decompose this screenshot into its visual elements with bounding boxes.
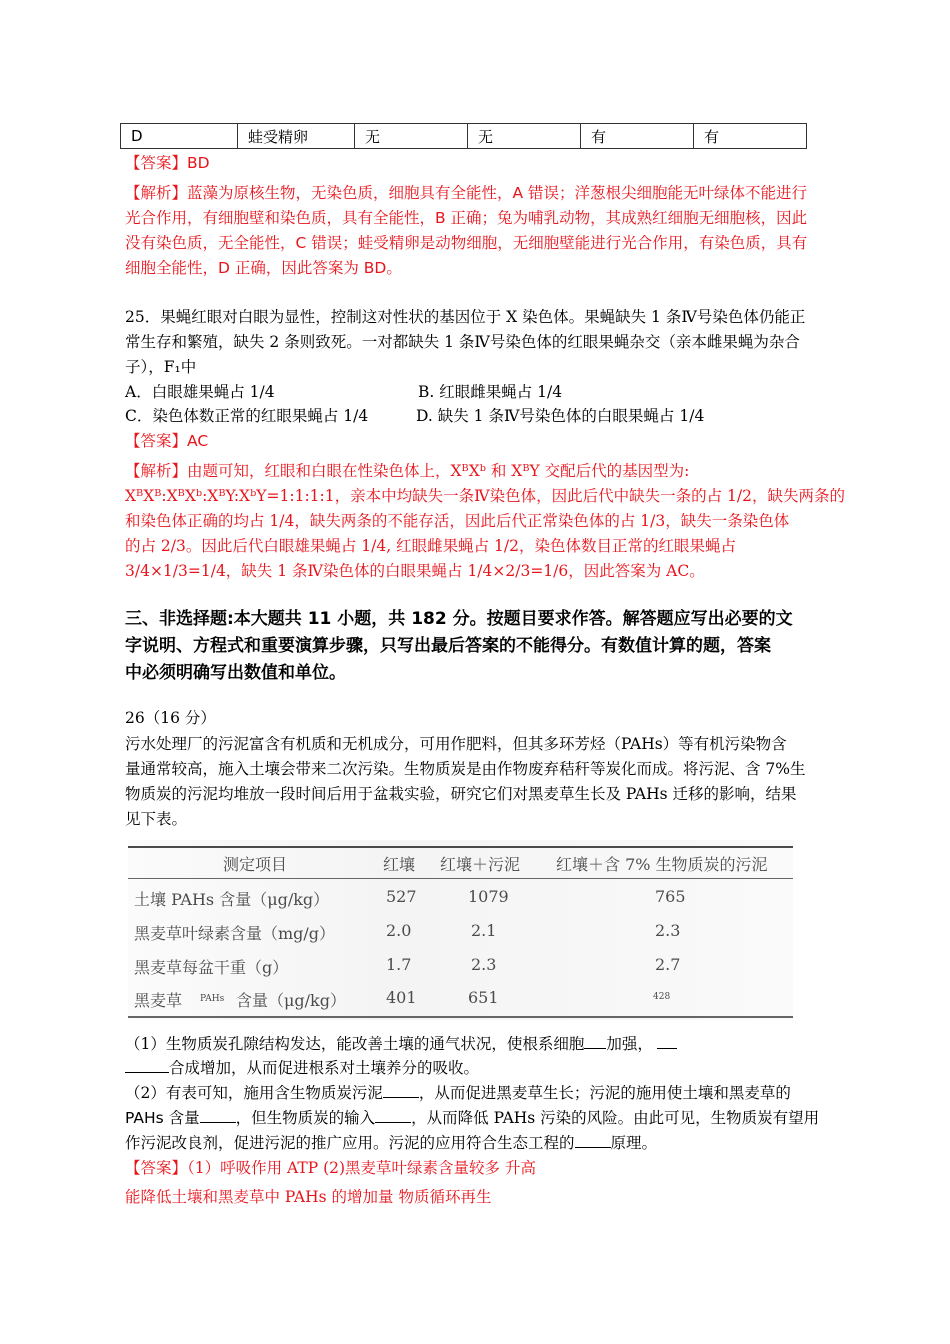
table-cell: 2.3 [471, 955, 497, 974]
table-cell: 527 [386, 887, 417, 906]
table-cell: 无 [355, 124, 468, 149]
options-table [120, 123, 807, 149]
table-header: 红壤＋污泥 [440, 855, 521, 874]
table-cell: 有 [694, 124, 807, 149]
q25-answer: 【答案】AC [125, 432, 209, 450]
q26-text: 原理。 [610, 1134, 658, 1152]
q26-subquestion-2 [125, 1082, 791, 1104]
q26-subquestion-2-cont [125, 1107, 819, 1129]
q26-stem-line: 量通常较高，施入土壤会带来二次污染。生物质炭是由作物废弃秸秆等炭化而成。将污泥、含 7%生 [125, 760, 806, 778]
q24-analysis-line: 没有染色质，无全能性，C 错误；蛙受精卵是动物细胞，无细胞壁能进行光合作用，有染色质，具有 [125, 234, 808, 252]
q26-answer: 【答案】（1）呼吸作用 ATP (2)黑麦草叶绿素含量较多 升高 [125, 1159, 536, 1177]
table-cell: 2.3 [655, 921, 681, 940]
table-cell: 有 [581, 124, 694, 149]
table-rule [128, 1016, 793, 1018]
table-header: 红壤 [383, 855, 416, 874]
answer-blank[interactable] [125, 1058, 169, 1073]
q26-text: （1）生物质炭孔隙结构发达，能改善土壤的通气状况，使根系细胞 [125, 1035, 585, 1053]
table-row-label: 黑麦草每盆干重（g） [134, 958, 289, 977]
q25-analysis-line: 的占 2/3。因此后代白眼雄果蝇占 1/4, 红眼雌果蝇占 1/2，染色体数目正常的红眼果蝇占 [125, 537, 736, 555]
table-cell: 651 [468, 988, 499, 1007]
table-cell: 2.1 [471, 921, 497, 940]
q25-option-d: D. 缺失 1 条Ⅳ号染色体的白眼果蝇占 1/4 [416, 407, 705, 425]
table-header: 测定项目 [223, 855, 288, 874]
table-cell: 1.7 [386, 955, 412, 974]
table-row-label: 黑麦草 [134, 991, 183, 1010]
answer-blank[interactable] [657, 1034, 677, 1049]
q26-answer: 能降低土壤和黑麦草中 PAHs 的增加量 物质循环再生 [125, 1188, 492, 1206]
table-cell: 蛙受精卵 [238, 124, 355, 149]
pahs-results-table [128, 840, 793, 1020]
q26-text: ，从而降低 PAHs 污染的风险。由此可见，生物质炭有望用 [411, 1109, 820, 1127]
answer-blank[interactable] [200, 1108, 236, 1123]
table-rule [128, 878, 793, 879]
q25-analysis-line: 3/4×1/3=1/4，缺失 1 条Ⅳ染色体的白眼果蝇占 1/4×2/3=1/6，因此答案为 AC。 [125, 562, 705, 580]
q25-stem-line: 常生存和繁殖，缺失 2 条则致死。一对都缺失 1 条Ⅳ号染色体的红眼果蝇杂交（亲本雌果蝇为杂合 [125, 333, 800, 351]
q25-stem-line: 25．果蝇红眼对白眼为显性，控制这对性状的基因位于 X 染色体。果蝇缺失 1 条Ⅳ号染色体仍能正 [125, 308, 806, 326]
q25-option-a: A．白眼雄果蝇占 1/4 [125, 383, 275, 401]
table-row-label: 含量（μg/kg） [236, 991, 346, 1010]
table-cell: 401 [386, 988, 417, 1007]
table-row-label: PAHs [200, 994, 225, 1004]
table-cell: 无 [468, 124, 581, 149]
q25-stem-line: 子），F₁中 [125, 358, 197, 376]
q26-text: ，从而促进黑麦草生长；污泥的施用使土壤和黑麦草的 [418, 1084, 791, 1102]
q26-stem-line: 污水处理厂的污泥富含有机质和无机成分，可用作肥料，但其多环芳烃（PAHs）等有机污染物含 [125, 735, 787, 753]
q26-text: ，但生物质炭的输入 [235, 1109, 376, 1127]
q24-analysis-line: 【解析】蓝藻为原核生物，无染色质，细胞具有全能性，A 错误；洋葱根尖细胞能无叶绿体不能进行 [125, 184, 808, 202]
q24-answer: 【答案】BD [125, 154, 210, 172]
section-heading-line: 字说明、方程式和重要演算步骤，只写出最后答案的不能得分。有数值计算的题，答案 [125, 636, 771, 656]
answer-blank[interactable] [383, 1083, 419, 1098]
q26-text: 合成增加，从而促进根系对土壤养分的吸收。 [169, 1059, 480, 1077]
table-row-label: 黑麦草叶绿素含量（mg/g） [134, 924, 336, 943]
table-row [121, 124, 807, 149]
table-cell: 2.7 [655, 955, 681, 974]
q25-option-c: C．染色体数正常的红眼果蝇占 1/4 [125, 407, 369, 425]
answer-blank[interactable] [375, 1108, 411, 1123]
q26-subquestion-1-cont [125, 1057, 479, 1079]
q25-analysis-line: 和染色体正确的均占 1/4，缺失两条的不能存活，因此后代正常染色体的占 1/3，缺失一条染色体 [125, 512, 790, 530]
answer-blank[interactable] [575, 1133, 611, 1148]
q26-subquestion-2-cont [125, 1132, 657, 1154]
table-row-label: 土壤 PAHs 含量（μg/kg） [134, 890, 330, 909]
q24-analysis-line: 光合作用，有细胞壁和染色质，具有全能性，B 正确；兔为哺乳动物，其成熟红细胞无细胞核，因此 [125, 209, 808, 227]
table-rule [128, 846, 793, 848]
q26-stem-line: 见下表。 [125, 810, 188, 828]
q26-text: （2）有表可知，施用含生物质炭污泥 [125, 1084, 383, 1102]
table-cell: 428 [653, 992, 671, 1002]
q26-stem-line: 物质炭的污泥均堆放一段时间后用于盆栽实验，研究它们对黑麦草生长及 PAHs 迁移的影响，结果 [125, 785, 797, 803]
table-header: 红壤＋含 7% 生物质炭的污泥 [556, 855, 768, 874]
table-cell: 765 [655, 887, 686, 906]
table-cell: 1079 [468, 887, 509, 906]
q25-option-b: B. 红眼雌果蝇占 1/4 [418, 383, 563, 401]
q26-text: PAHs 含量 [125, 1109, 200, 1127]
q24-analysis-line: 细胞全能性，D 正确，因此答案为 BD。 [125, 259, 402, 277]
q26-number: 26（16 分） [125, 709, 216, 727]
answer-blank[interactable] [584, 1034, 606, 1049]
q26-text: 作污泥改良剂，促进污泥的推广应用。污泥的应用符合生态工程的 [125, 1134, 575, 1152]
table-cell: 2.0 [386, 921, 412, 940]
section-heading-line: 三、非选择题:本大题共 11 小题，共 182 分。按题目要求作答。解答题应写出必要的文 [125, 609, 793, 629]
q25-analysis-line: XᴮXᴮ:XᴮXᵇ:XᴮY:XᵇY=1:1:1:1，亲本中均缺失一条Ⅳ染色体，因此后代中缺失一条的占 1/2，缺失两条的 [125, 487, 845, 505]
q25-analysis-line: 【解析】由题可知，红眼和白眼在性染色体上，XᴮXᵇ 和 XᴮY 交配后代的基因型为: [125, 462, 690, 480]
table-cell: D [121, 124, 238, 149]
q26-text: 加强， [606, 1035, 653, 1053]
section-heading-line: 中必须明确写出数值和单位。 [125, 663, 346, 683]
q26-subquestion-1 [125, 1033, 677, 1055]
